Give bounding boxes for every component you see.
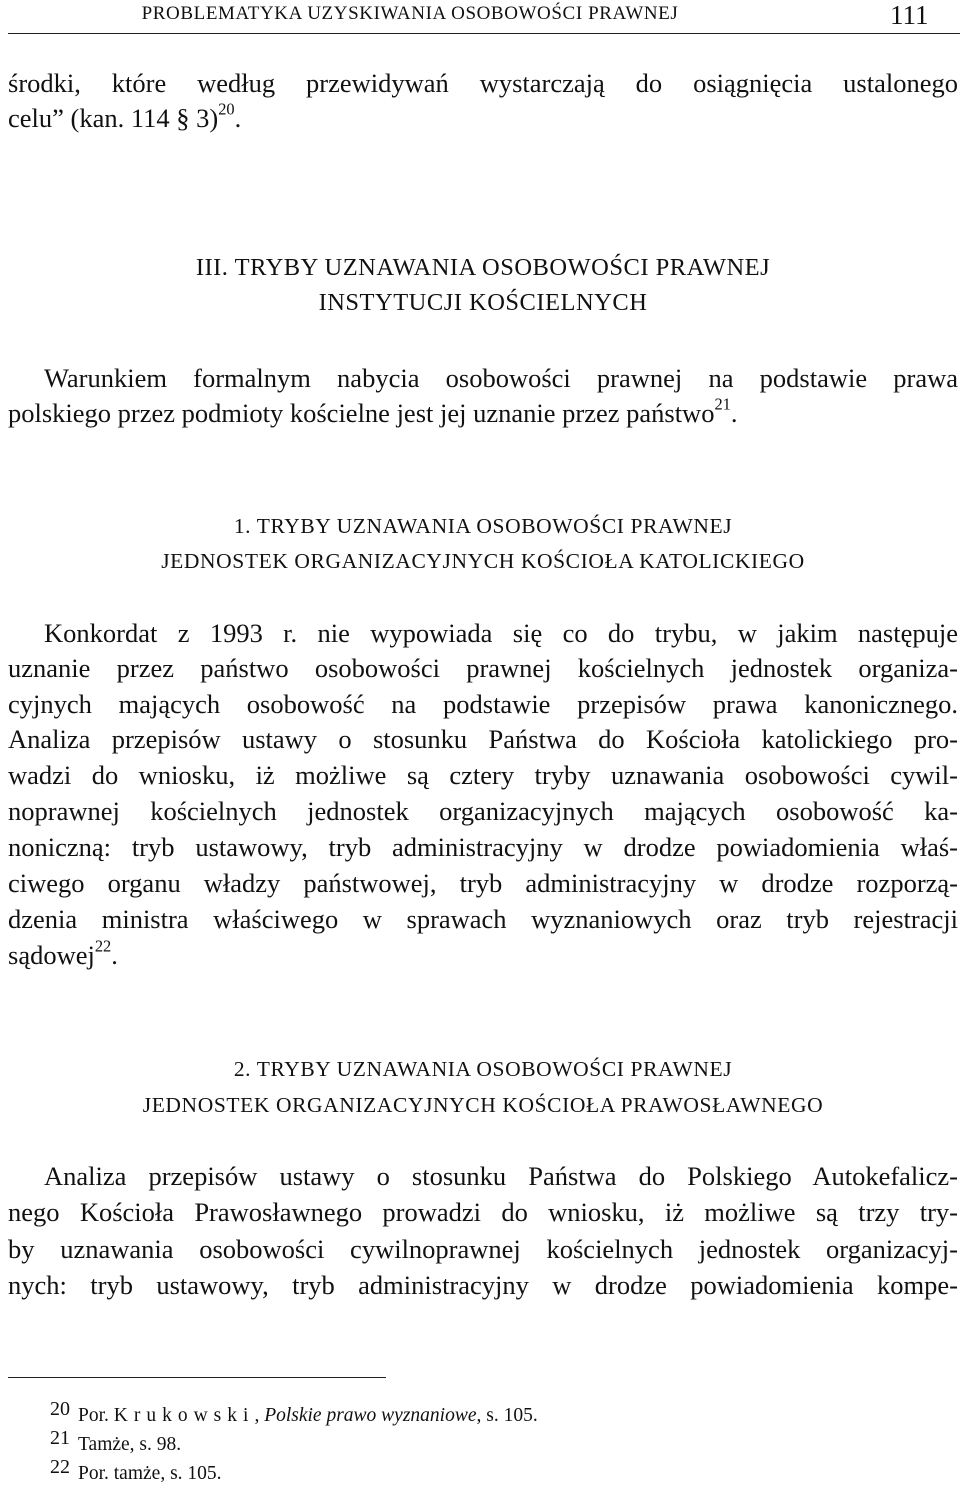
subsection-heading: 1. TRYBY UZNAWANIA OSOBOWOŚCI PRAWNEJ xyxy=(233,514,733,538)
body-text-line: by uznawania osobowości cywilnoprawnej kościelnych jednostek organizacyj- xyxy=(8,1234,958,1264)
body-text-line: Warunkiem formalnym nabycia osobowości prawnej na podstawie prawa xyxy=(44,363,958,393)
body-text-line: polskiego przez podmioty kościelne jest jej uznanie przez państwo$^{21}$. xyxy=(8,394,738,428)
body-text-line: noniczną: tryb ustawowy, tryb administracyjny w drodze powiadomienia właś- xyxy=(8,832,958,862)
footnote: 21 Tamże, s. 98. xyxy=(50,1427,182,1455)
body-text-line: cyjnych mających osobowość na podstawie przepisów prawa kanonicznego. xyxy=(8,689,958,719)
footnote: 22 Por. tamże, s. 105. xyxy=(50,1456,222,1484)
subsection-heading: JEDNOSTEK ORGANIZACYJNYCH KOŚCIOŁA PRAWOSŁAWNEGO xyxy=(142,1093,824,1117)
body-text-line: nego Kościoła Prawosławnego prowadzi do wniosku, iż możliwe są trzy try- xyxy=(8,1197,958,1227)
footnote: 20 Por. Krukowski, Polskie prawo wyznaniowe, s. 105. xyxy=(50,1398,538,1426)
running-header-title: PROBLEMATYKA UZYSKIWANIA OSOBOWOŚCI PRAWNEJ xyxy=(141,3,679,24)
body-text-line: nych: tryb ustawowy, tryb administracyjny w drodze powiadomienia kompe- xyxy=(8,1270,958,1300)
footnote-number: 22 xyxy=(50,1456,70,1478)
body-text-line: Analiza przepisów ustawy o stosunku Państwa do Kościoła katolickiego pro- xyxy=(8,724,958,754)
footnote-separator xyxy=(8,1377,386,1378)
subsection-heading: JEDNOSTEK ORGANIZACYJNYCH KOŚCIOŁA KATOLICKIEGO xyxy=(161,549,805,573)
section-heading: III. TRYBY UZNAWANIA OSOBOWOŚCI PRAWNEJ xyxy=(195,254,771,281)
footnote-ref: 22 xyxy=(94,936,112,956)
body-text-line: dzenia ministra właściwego w sprawach wyznaniowych oraz tryb rejestracji xyxy=(8,904,958,934)
footnote-title: Polskie prawo wyznaniowe xyxy=(264,1405,477,1426)
page-number: 111 xyxy=(890,0,929,30)
footnote-author: Krukowski xyxy=(113,1405,255,1426)
subsection-heading: 2. TRYBY UZNAWANIA OSOBOWOŚCI PRAWNEJ xyxy=(233,1057,733,1081)
footnote-ref: 20 xyxy=(218,99,235,119)
body-text-line: ciwego organu władzy państwowej, tryb administracyjny w drodze rozporzą- xyxy=(8,868,958,898)
body-text-line: noprawnej kościelnych jednostek organizacyjnych mających osobowość ka- xyxy=(8,796,958,826)
section-heading: INSTYTUCJI KOŚCIELNYCH xyxy=(318,289,648,316)
footnote-number: 21 xyxy=(50,1427,70,1449)
body-text-line: Konkordat z 1993 r. nie wypowiada się co do trybu, w jakim następuje xyxy=(44,618,958,648)
body-text-line: wadzi do wniosku, iż możliwe są cztery tryby uznawania osobowości cywil- xyxy=(8,760,958,790)
footnote-number: 20 xyxy=(50,1398,70,1420)
body-text-line: sądowej$^{22}$. xyxy=(8,936,118,970)
header-rule xyxy=(8,33,960,34)
body-text-line: uznanie przez państwo osobowości prawnej kościelnych jednostek organiza- xyxy=(8,653,958,683)
body-text-line: Analiza przepisów ustawy o stosunku Państwa do Polskiego Autokefalicz- xyxy=(44,1161,958,1191)
body-text-line: celu” (kan. 114 § 3)$^{20}$. xyxy=(8,99,242,133)
footnote-ref: 21 xyxy=(714,394,731,414)
body-text-line: środki, które według przewidywań wystarczają do osiągnięcia ustalonego xyxy=(8,68,958,98)
